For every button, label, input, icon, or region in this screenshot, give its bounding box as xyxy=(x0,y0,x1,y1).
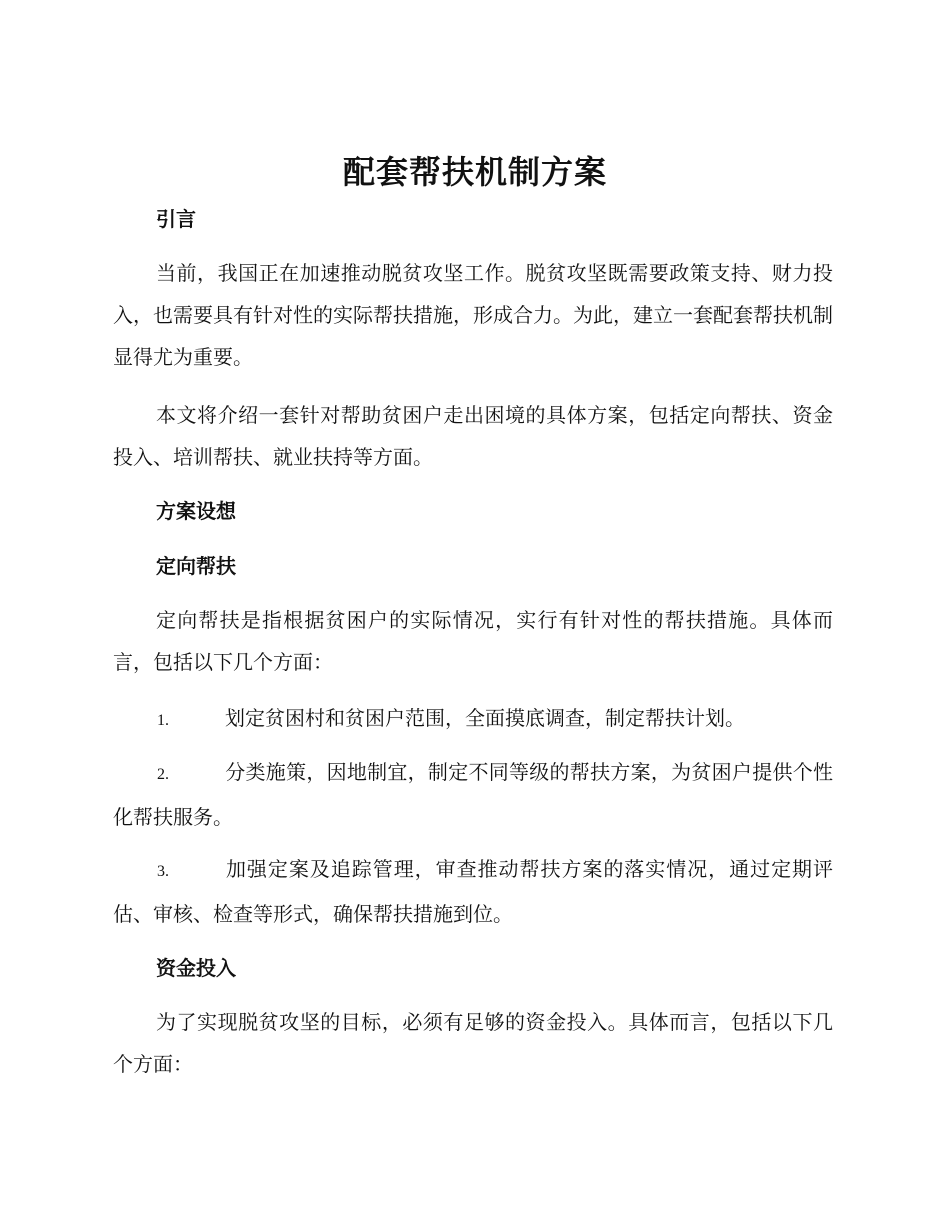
list-item-number: 3. xyxy=(157,863,169,880)
list-item xyxy=(113,697,833,742)
list-item-number: 1. xyxy=(157,712,169,729)
subsection-heading-funding: 资金投入 xyxy=(156,956,236,980)
document-title: 配套帮扶机制方案 xyxy=(342,153,607,191)
funding-intro-paragraph: 为了实现脱贫攻坚的目标，必须有足够的资金投入。具体而言，包括以下几个方面： xyxy=(113,1010,833,1076)
list-item-number: 2. xyxy=(157,766,169,783)
section-heading-intro: 引言 xyxy=(156,207,196,231)
list-item xyxy=(113,848,833,935)
list-item-text: 划定贫困村和贫困户范围，全面摸底调查，制定帮扶计划。 xyxy=(225,706,745,730)
list-item xyxy=(113,751,833,838)
list-item-text: 加强定案及追踪管理，审查推动帮扶方案的落实情况，通过定期评估、审核、检查等形式，确保帮扶措施到位。 xyxy=(113,857,833,926)
list-item-text: 分类施策，因地制宜，制定不同等级的帮扶方案，为贫困户提供个性化帮扶服务。 xyxy=(113,760,833,829)
intro-paragraph-1: 当前，我国正在加速推动脱贫攻坚工作。脱贫攻坚既需要政策支持、财力投入，也需要具有针对性的实际帮扶措施，形成合力。为此，建立一套配套帮扶机制显得尤为重要。 xyxy=(113,261,833,369)
subsection-heading-targeted: 定向帮扶 xyxy=(156,554,236,578)
intro-paragraph-2: 本文将介绍一套针对帮助贫困户走出困境的具体方案，包括定向帮扶、资金投入、培训帮扶、就业扶持等方面。 xyxy=(113,403,833,469)
targeted-intro-paragraph: 定向帮扶是指根据贫困户的实际情况，实行有针对性的帮扶措施。具体而言，包括以下几个方面： xyxy=(113,608,833,674)
section-heading-plan: 方案设想 xyxy=(156,499,236,523)
